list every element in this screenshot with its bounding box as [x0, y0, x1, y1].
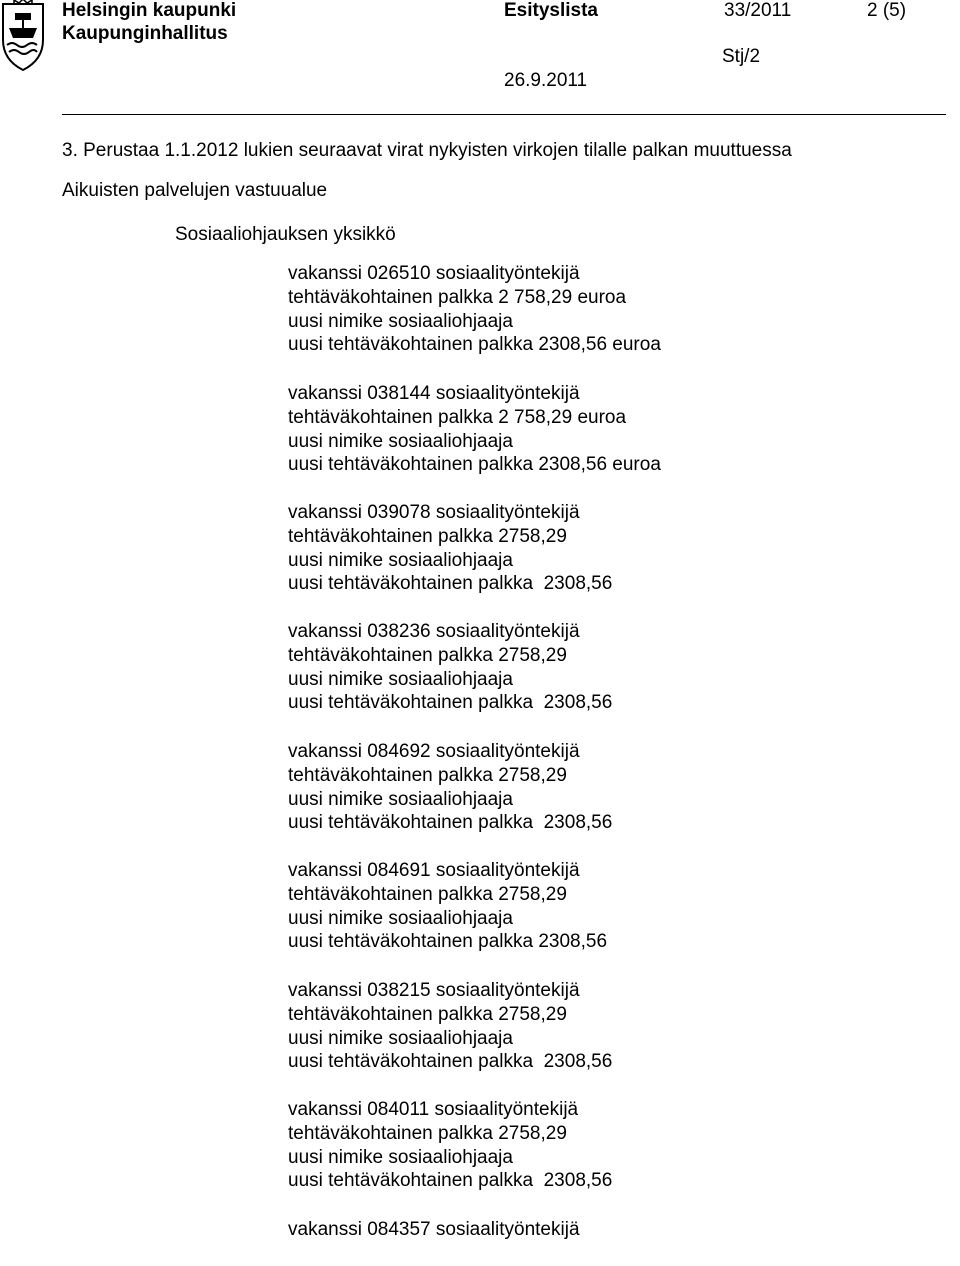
vacancy-salary: tehtäväkohtainen palkka 2758,29	[288, 525, 567, 547]
page-number: 2 (5)	[867, 0, 907, 21]
decision-intro: 3. Perustaa 1.1.2012 lukien seuraavat virat nykyisten virkojen tilalle palkan muuttuessa	[62, 140, 792, 161]
vacancy-entry	[288, 501, 612, 596]
document-number: 33/2011	[724, 0, 792, 21]
vacancy-new-title: uusi nimike sosiaaliohjaaja	[288, 1027, 513, 1049]
vacancy-new-title: uusi nimike sosiaaliohjaaja	[288, 430, 513, 452]
vacancy-title: vakanssi 084357 sosiaalityöntekijä	[288, 1219, 580, 1240]
vacancy-salary: tehtäväkohtainen palkka 2758,29	[288, 644, 567, 666]
vacancy-new-title: uusi nimike sosiaaliohjaaja	[288, 907, 513, 929]
vacancy-new-salary: uusi tehtäväkohtainen palkka 2308,56 euroa	[288, 334, 661, 356]
vacancy-new-salary: uusi tehtäväkohtainen palkka 2308,56	[288, 812, 613, 834]
vacancy-entry	[288, 1098, 612, 1193]
vacancy-entry	[288, 620, 612, 715]
vacancy-new-salary: uusi tehtäväkohtainen palkka 2308,56	[288, 931, 608, 953]
vacancy-title: vakanssi 039078 sosiaalityöntekijä	[288, 502, 580, 523]
vacancy-new-title: uusi nimike sosiaaliohjaaja	[288, 668, 513, 690]
responsibility-area: Aikuisten palvelujen vastuualue	[62, 180, 328, 201]
committee-name: Kaupunginhallitus	[62, 23, 228, 44]
vacancy-new-title: uusi nimike sosiaaliohjaaja	[288, 1146, 513, 1168]
vacancy-entry	[288, 262, 661, 357]
vacancy-title: vakanssi 038144 sosiaalityöntekijä	[288, 383, 580, 404]
vacancy-title: vakanssi 084692 sosiaalityöntekijä	[288, 741, 580, 762]
vacancy-new-salary: uusi tehtäväkohtainen palkka 2308,56	[288, 692, 613, 714]
helsinki-crest-logo	[0, 0, 46, 74]
vacancy-new-salary: uusi tehtäväkohtainen palkka 2308,56	[288, 1170, 613, 1192]
vacancy-new-title: uusi nimike sosiaaliohjaaja	[288, 549, 513, 571]
organization-name: Helsingin kaupunki	[62, 0, 237, 21]
vacancy-salary: tehtäväkohtainen palkka 2 758,29 euroa	[288, 286, 627, 308]
vacancy-title: vakanssi 038215 sosiaalityöntekijä	[288, 980, 580, 1001]
vacancy-new-title: uusi nimike sosiaaliohjaaja	[288, 788, 513, 810]
vacancy-entry	[288, 382, 661, 477]
vacancy-entry	[288, 979, 612, 1074]
vacancy-entry	[288, 859, 607, 954]
vacancy-new-salary: uusi tehtäväkohtainen palkka 2308,56 euroa	[288, 454, 661, 476]
vacancy-salary: tehtäväkohtainen palkka 2758,29	[288, 1122, 567, 1144]
vacancy-new-salary: uusi tehtäväkohtainen palkka 2308,56	[288, 1051, 613, 1073]
unit-heading: Sosiaaliohjauksen yksikkö	[175, 224, 396, 245]
vacancy-new-salary: uusi tehtäväkohtainen palkka 2308,56	[288, 573, 613, 595]
header-divider	[62, 114, 946, 115]
vacancy-salary: tehtäväkohtainen palkka 2758,29	[288, 1003, 567, 1025]
vacancy-title: vakanssi 026510 sosiaalityöntekijä	[288, 263, 580, 284]
vacancy-entry	[288, 1218, 580, 1242]
vacancy-title: vakanssi 084011 sosiaalityöntekijä	[288, 1099, 579, 1120]
vacancy-salary: tehtäväkohtainen palkka 2758,29	[288, 883, 567, 905]
section-code: Stj/2	[722, 46, 761, 67]
vacancy-new-title: uusi nimike sosiaaliohjaaja	[288, 310, 513, 332]
vacancy-entry	[288, 740, 612, 835]
document-type: Esityslista	[504, 0, 598, 21]
vacancy-title: vakanssi 084691 sosiaalityöntekijä	[288, 860, 580, 881]
vacancy-salary: tehtäväkohtainen palkka 2758,29	[288, 764, 567, 786]
vacancy-title: vakanssi 038236 sosiaalityöntekijä	[288, 621, 580, 642]
vacancy-salary: tehtäväkohtainen palkka 2 758,29 euroa	[288, 406, 627, 428]
document-date: 26.9.2011	[504, 70, 588, 91]
